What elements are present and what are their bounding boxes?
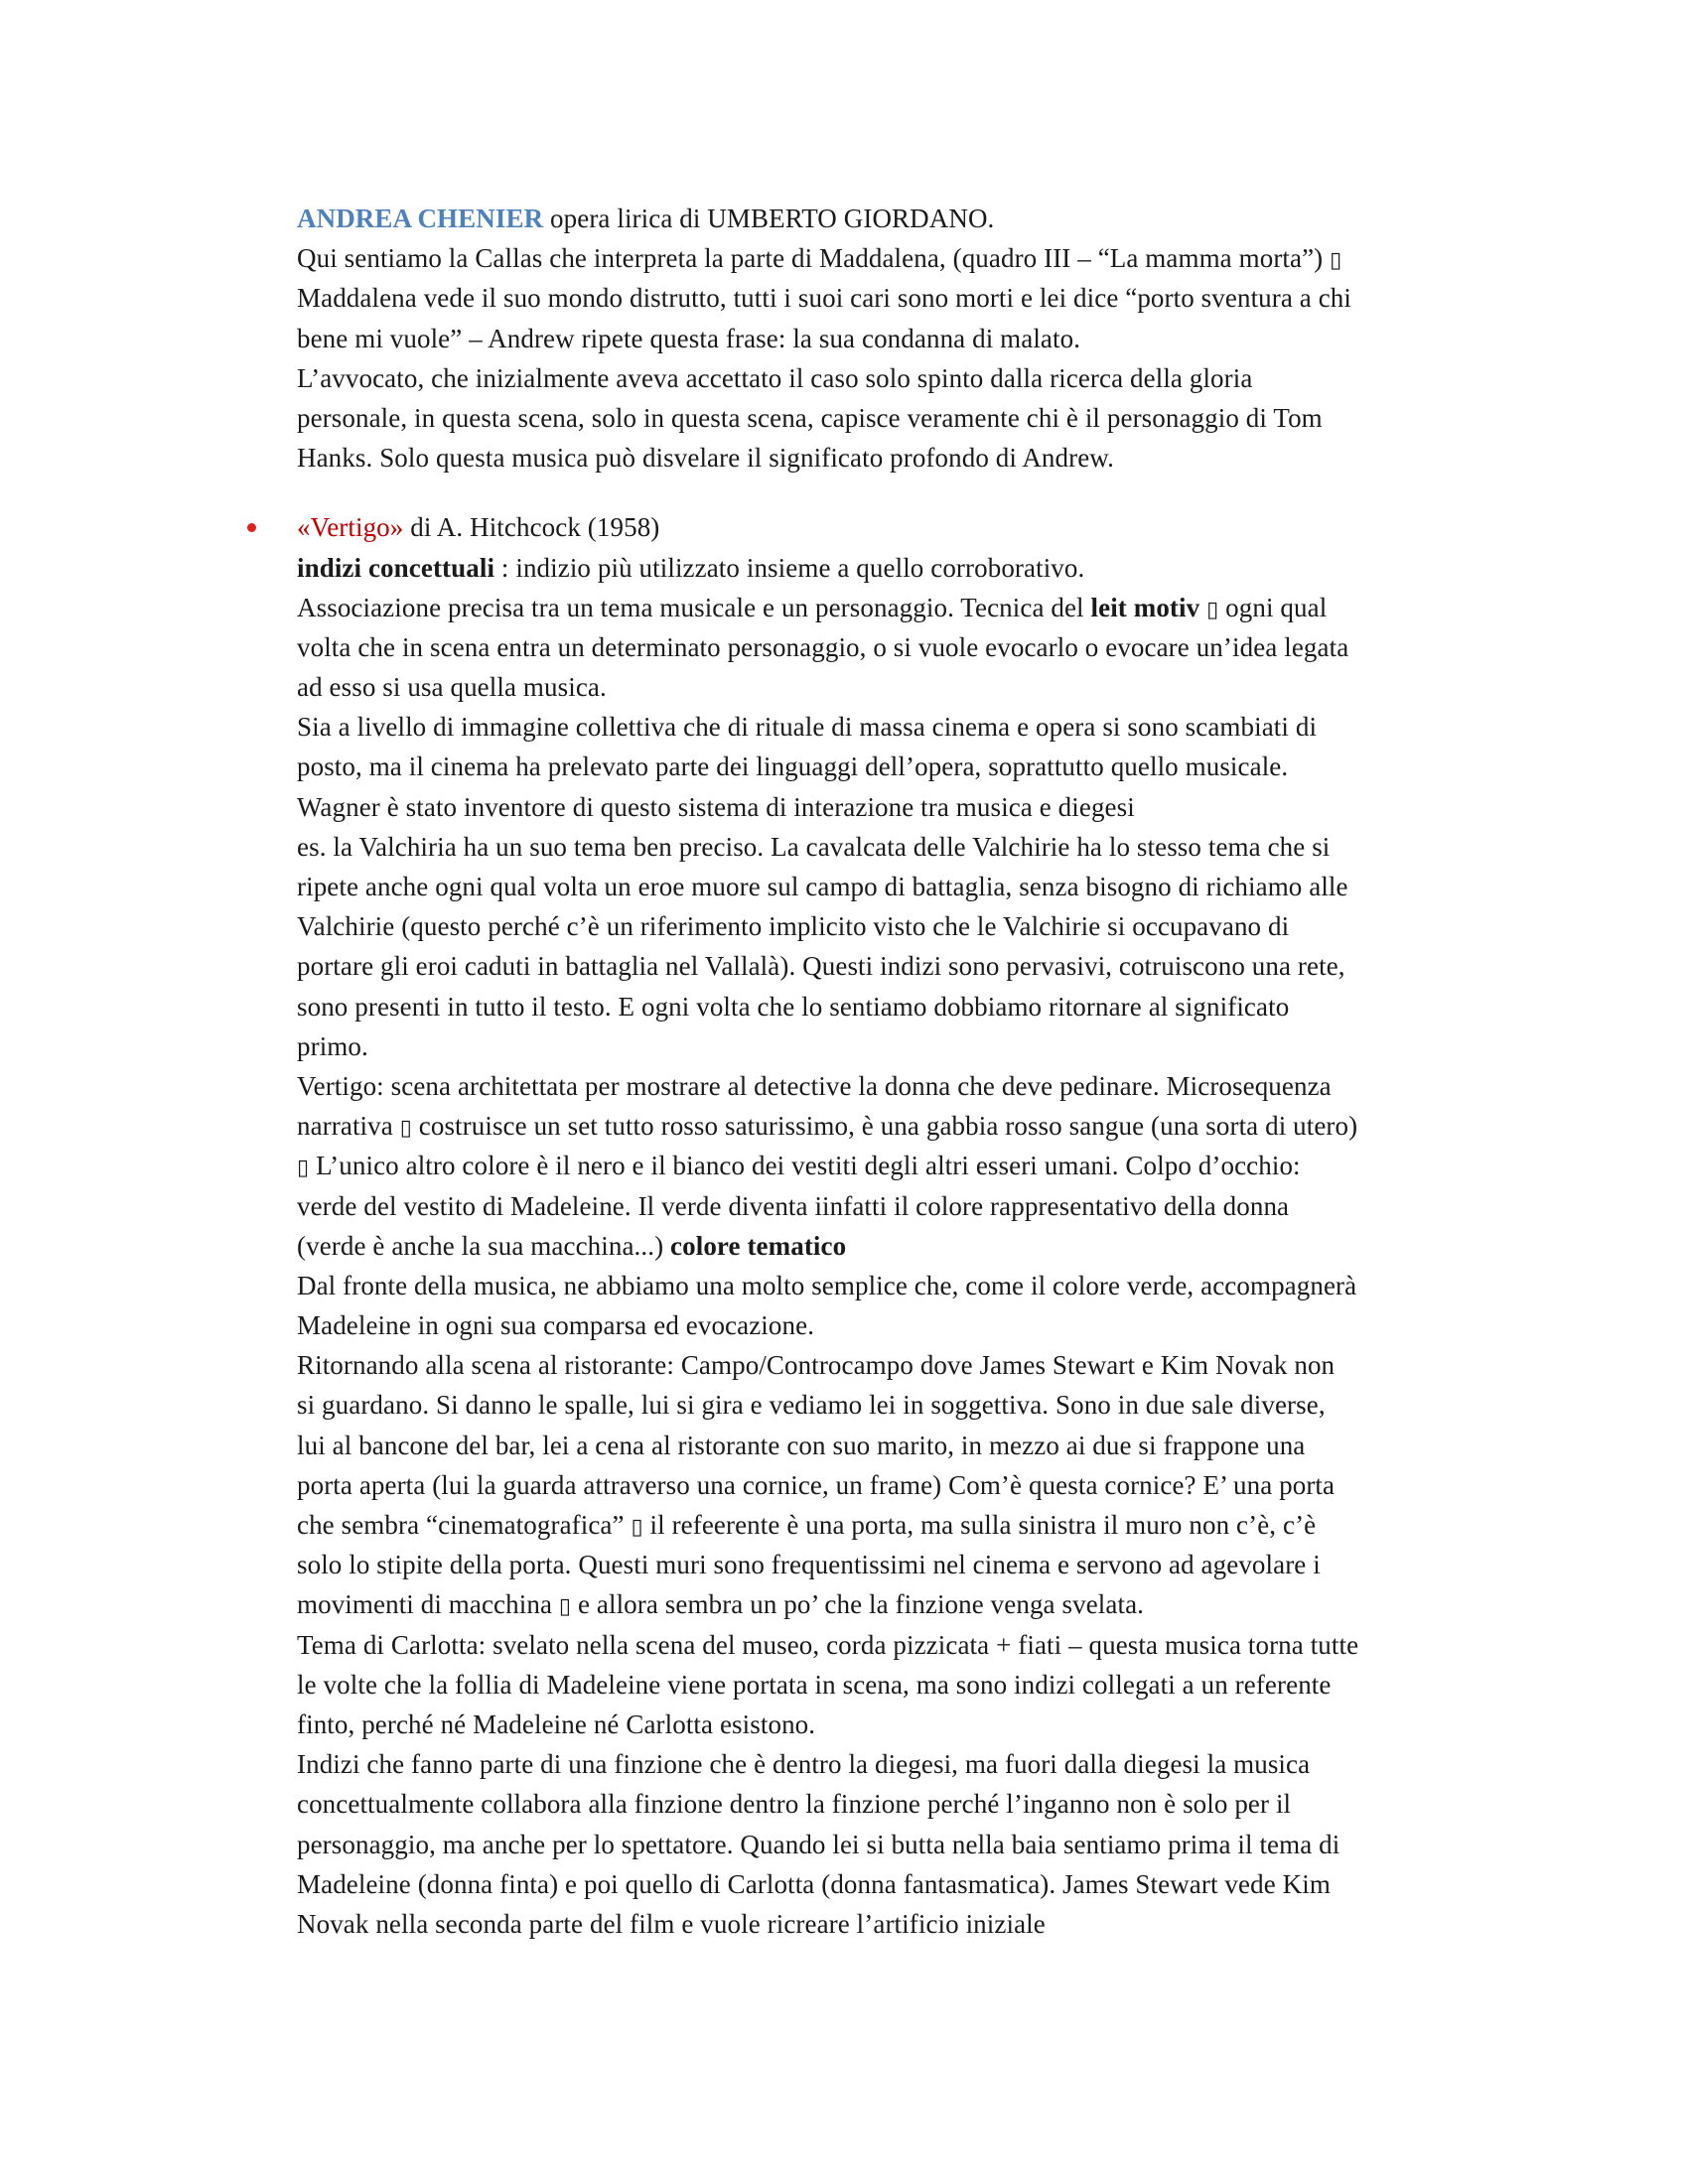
missing-glyph-icon: ▯	[399, 1116, 412, 1142]
paragraph-line: portare gli eroi caduti in battaglia nel Vallalà). Questi indizi sono pervasivi, cotruiscono una rete,	[297, 951, 1345, 982]
missing-glyph-icon: ▯	[1330, 248, 1342, 274]
paragraph-line: Associazione precisa tra un tema musicale e un personaggio. Tecnica del leit motiv ▯ ogni qual	[297, 592, 1328, 622]
paragraph-line: concettualmente collabora alla finzione dentro la finzione perché l’inganno non è solo per il	[297, 1789, 1292, 1820]
paragraph-line: Indizi che fanno parte di una finzione che è dentro la diegesi, ma fuori dalla diegesi la musica	[297, 1749, 1311, 1780]
paragraph-line: Qui sentiamo la Callas che interpreta la parte di Maddalena, (quadro III – “La mamma morta”) ▯	[297, 243, 1342, 274]
paragraph-line: Ritornando alla scena al ristorante: Campo/Controcampo dove James Stewart e Kim Novak non	[297, 1350, 1336, 1381]
paragraph-line: Wagner è stato inventore di questo sistema di interazione tra musica e diegesi	[297, 791, 1135, 822]
missing-glyph-icon: ▯	[297, 1156, 310, 1181]
paragraph-line: ad esso si usa quella musica.	[297, 672, 607, 703]
paragraph-line: posto, ma il cinema ha prelevato parte dei linguaggi dell’opera, soprattutto quello musicale.	[297, 751, 1289, 782]
paragraph-line: Madeleine in ogni sua comparsa ed evocazione.	[297, 1310, 815, 1341]
paragraph-line: Sia a livello di immagine collettiva che di rituale di massa cinema e opera si sono scambiati di	[297, 712, 1318, 743]
paragraph-line: Vertigo: scena architettata per mostrare al detective la donna che deve pedinare. Microsequenza	[297, 1070, 1332, 1101]
paragraph-line: movimenti di macchina ▯ e allora sembra un po’ che la finzione venga svelata.	[297, 1589, 1145, 1620]
paragraph-line: Dal fronte della musica, ne abbiamo una molto semplice che, come il colore verde, accompagnerà	[297, 1270, 1357, 1300]
paragraph-line: volta che in scena entra un determinato personaggio, o si vuole evocarlo o evocare un’idea legata	[297, 631, 1349, 662]
paragraph-line: che sembra “cinematografica” ▯ il refeerente è una porta, ma sulla sinistra il muro non c’è, c’è	[297, 1510, 1317, 1540]
paragraph-line: sono presenti in tutto il testo. E ogni volta che lo sentiamo dobbiamo ritornare al significato	[297, 991, 1290, 1022]
paragraph-line: (verde è anche la sua macchina...) colore tematico	[297, 1230, 847, 1261]
andrea-chenier-title: ANDREA CHENIER	[297, 204, 544, 233]
andrea-chenier-heading-line	[297, 199, 1498, 238]
paragraph-line: finto, perché né Madeleine né Carlotta esistono.	[297, 1708, 816, 1739]
paragraph-line: Valchirie (questo perché c’è un riferimento implicito visto che le Valchirie si occupavano di	[297, 911, 1290, 942]
vertigo-subtitle: di A. Hitchcock (1958)	[403, 512, 660, 543]
paragraph-line: indizi concettuali : indizio più utilizzato insieme a quello corroborativo.	[297, 552, 1085, 583]
missing-glyph-icon: ▯	[631, 1515, 643, 1540]
document-page	[297, 199, 1498, 1944]
paragraph-line: lui al bancone del bar, lei a cena al ristorante con suo marito, in mezzo ai due si frappone una	[297, 1430, 1306, 1460]
vertigo-bullet-item	[297, 507, 1498, 547]
paragraph-line: le volte che la follia di Madeleine viene portata in scena, ma sono indizi collegati a un referente	[297, 1669, 1332, 1700]
paragraph-line: Hanks. Solo questa musica può disvelare il significato profondo di Andrew.	[297, 443, 1115, 474]
paragraph-line: Maddalena vede il suo mondo distrutto, tutti i suoi cari sono morti e lei dice “porto sventura a chi	[297, 283, 1352, 314]
vertigo-title: «Vertigo»	[297, 512, 404, 543]
paragraph-line: Madeleine (donna finta) e poi quello di Carlotta (donna fantasmatica). James Stewart vede Kim	[297, 1868, 1331, 1899]
andrea-chenier-subtitle: opera lirica di UMBERTO GIORDANO.	[543, 204, 995, 233]
missing-glyph-icon: ▯	[558, 1594, 572, 1620]
paragraph-line: personaggio, ma anche per lo spettatore. Quando lei si butta nella baia sentiamo prima il tema di	[297, 1829, 1340, 1859]
missing-glyph-icon: ▯	[1206, 597, 1219, 622]
paragraph-line: Tema di Carlotta: svelato nella scena del museo, corda pizzicata + fiati – questa musica torna tutte	[297, 1629, 1359, 1660]
paragraph-line: L’avvocato, che inizialmente aveva accettato il caso solo spinto dalla ricerca della gloria	[297, 362, 1253, 393]
paragraph-line: verde del vestito di Madeleine. Il verde diventa iinfatti il colore rappresentativo della donna	[297, 1190, 1290, 1221]
paragraph-line: narrativa ▯ costruisce un set tutto rosso saturissimo, è una gabbia rosso sangue (una sorta di utero)	[297, 1111, 1358, 1142]
paragraph-line: Novak nella seconda parte del film e vuole ricreare l’artificio iniziale	[297, 1908, 1046, 1939]
bullet-dot-icon	[247, 523, 256, 532]
paragraph-line: personale, in questa scena, solo in questa scena, capisce veramente chi è il personaggio di Tom	[297, 402, 1323, 433]
paragraph-line: porta aperta (lui la guarda attraverso una cornice, un frame) Com’è questa cornice? E’ una porta	[297, 1469, 1336, 1500]
paragraph-line: solo lo stipite della porta. Questi muri sono frequentissimi nel cinema e servono ad agevolare i	[297, 1550, 1321, 1580]
paragraph-line: bene mi vuole” – Andrew ripete questa frase: la sua condanna di malato.	[297, 323, 1081, 353]
paragraph-line: es. la Valchiria ha un suo tema ben preciso. La cavalcata delle Valchirie ha lo stesso tema che si	[297, 831, 1331, 862]
paragraph-line: si guardano. Si danno le spalle, lui si gira e vediamo lei in soggettiva. Sono in due sale diverse,	[297, 1390, 1326, 1421]
paragraph-line: ▯ L’unico altro colore è il nero e il bianco dei vestiti degli altri esseri umani. Colpo d’occhio:	[297, 1151, 1301, 1181]
paragraph-line: primo.	[297, 1030, 368, 1061]
paragraph-line: ripete anche ogni qual volta un eroe muore sul campo di battaglia, senza bisogno di richiamo alle	[297, 872, 1348, 901]
